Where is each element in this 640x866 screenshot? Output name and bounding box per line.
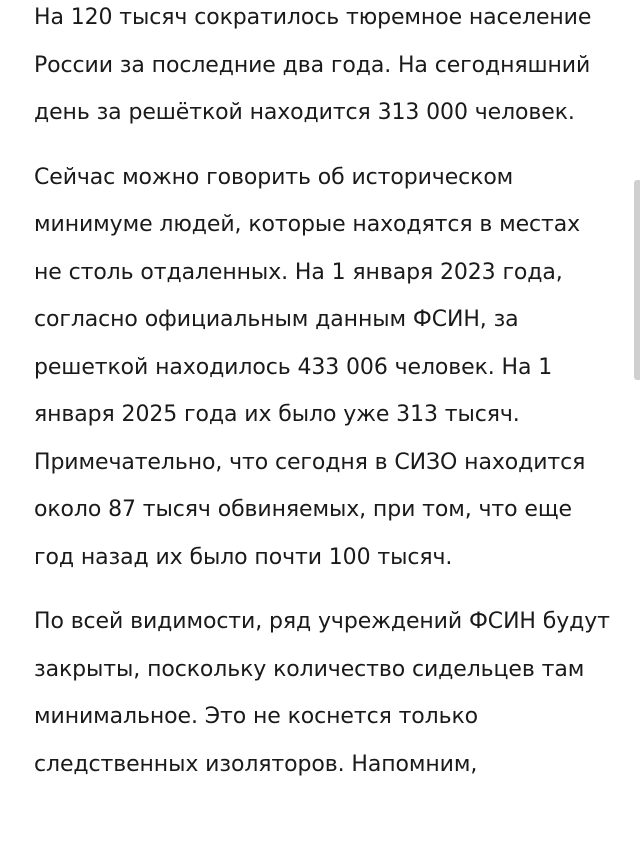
- article-paragraph-3: По всей видимости, ряд учреждений ФСИН будут закрыты, поскольку количество сидельцев там минимальное. Это не коснется только следственных изоляторов. Напомним,: [34, 609, 610, 777]
- article-paragraph-2: Сейчас можно говорить об историческом минимуме людей, которые находятся в местах не столь отдаленных. На 1 января 2023 года, согласно официальным данным ФСИН, за решеткой находилось 433 006 человек. На 1 января 2025 года их было уже 313 тысяч. Примечательно, что сегодня в СИЗО находится около 87 тысяч обвиняемых, при том, что еще год назад их было почти 100 тысяч.: [34, 164, 586, 570]
- article-body: [34, 0, 614, 805]
- article-paragraph-1: На 120 тысяч сократилось тюремное население России за последние два года. На сегодняшний день за решёткой находится 313 000 человек.: [34, 5, 592, 125]
- scrollbar-thumb[interactable]: [634, 180, 640, 380]
